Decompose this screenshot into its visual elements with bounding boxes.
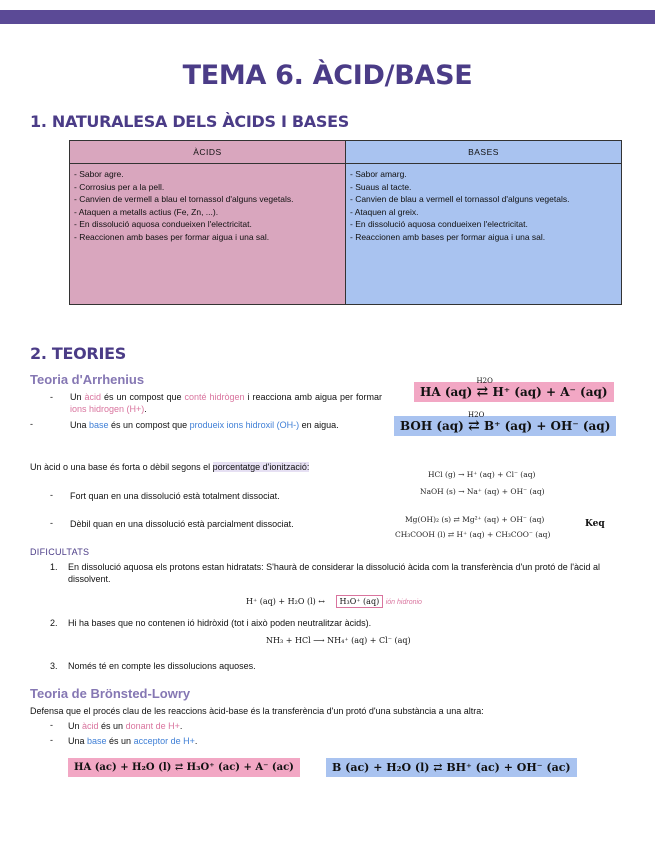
acid-property: - Reaccionen amb bases per formar aigua i una sal. (74, 231, 270, 242)
eq-products: B⁺ (aq) + OH⁻ (aq) (479, 419, 611, 433)
list-number: 1. (50, 562, 58, 572)
text: Una (70, 420, 90, 430)
base-property: - En dissolució aquosa condueixen l'electricitat. (350, 219, 528, 229)
list-number: 3. (50, 661, 58, 671)
acid-term: àcid (84, 392, 102, 402)
bases-header: BASES (346, 141, 622, 164)
acid-term: àcid (82, 721, 99, 731)
section2-heading: 2. TEORIES (30, 344, 126, 363)
arrhenius-base-equation (394, 411, 616, 436)
equilibrium-arrow (476, 377, 493, 400)
weak-definition: Dèbil quan en una dissolució està parcialment dissociat. (70, 519, 294, 529)
ionization-highlight: porcentatge d'ionització: (212, 462, 310, 472)
text: Una (68, 736, 88, 746)
text: és un compost que (108, 420, 190, 430)
text: és un (98, 721, 126, 731)
hydronium-equation (246, 595, 422, 608)
ionization-text (30, 461, 309, 473)
eq-left: H⁺ (aq) + H₂O (l) ↔ (246, 597, 325, 606)
mgoh-equation: Mg(OH)₂ (s) ⇄ Mg²⁺ (aq) + OH⁻ (aq) (405, 515, 545, 524)
text: i reacciona amb aigua per formar (244, 392, 382, 402)
bronsted-intro: Defensa que el procés clau de les reaccions àcid-base és la transferència d'un protó d'una substància a una altra: (30, 706, 484, 716)
text: en aigua. (299, 420, 339, 430)
equilibrium-arrow (468, 411, 485, 434)
proton-donor-term: donant de H+ (125, 721, 180, 731)
base-property: - Suaus al tacte. (350, 181, 412, 192)
text: és un compost que (101, 392, 185, 402)
page-title: TEMA 6. ÀCID/BASE (182, 60, 473, 91)
bases-cell (346, 164, 622, 305)
arrhenius-acid-equation (414, 377, 614, 402)
bronsted-base-equation: B (ac) + H₂O (l) ⇄ BH⁺ (ac) + OH⁻ (ac) (326, 758, 577, 777)
bronsted-base-definition (68, 735, 197, 747)
base-term: base (87, 736, 107, 746)
hydronium-box: H₃O⁺ (aq) (336, 595, 384, 608)
acid-property: - Ataquen a metalls actius (Fe, Zn, ...). (74, 206, 219, 217)
acids-cell (70, 164, 346, 305)
bronsted-heading: Teoria de Brönsted-Lowry (30, 686, 191, 701)
acid-property: - Corrosius per a la pell. (74, 181, 165, 192)
base-property: - Canvien de blau a vermell el tornassol d'alguns vegetals. (350, 194, 570, 204)
acids-bases-table (69, 140, 622, 305)
contains-hydrogen-term: conté hidrògen (184, 392, 245, 402)
bullet: - (50, 518, 53, 528)
bullet: - (50, 735, 53, 745)
hydrogen-ions-term: ions hidrogen (H+) (70, 404, 145, 414)
naoh-equation: NaOH (s) → Na⁺ (aq) + OH⁻ (aq) (420, 487, 545, 496)
eq-products: H⁺ (aq) + A⁻ (aq) (488, 385, 608, 399)
section1-heading: 1. NATURALESA DELS ÀCIDS I BASES (30, 112, 349, 131)
bullet: - (50, 392, 53, 402)
hcl-equation: HCl (g) → H⁺ (aq) + Cl⁻ (aq) (428, 470, 536, 479)
acid-property: - Sabor agre. (74, 169, 124, 179)
base-property: - Ataquen al greix. (350, 206, 419, 217)
ch3cooh-equation: CH₃COOH (l) ⇄ H⁺ (aq) + CH₃COO⁻ (aq) (395, 530, 551, 539)
text: Un (70, 392, 85, 402)
ammonia-equation: NH₃ + HCl ⟶ NH₄⁺ (aq) + Cl⁻ (aq) (266, 636, 411, 645)
difficulty-2: Hi ha bases que no contenen ió hidròxid (tot i això poden neutralitzar àcids). (68, 618, 372, 628)
arrhenius-acid-definition (70, 391, 382, 415)
hydronium-label: ión hidronio (385, 599, 422, 606)
base-property: - Reaccionen amb bases per formar aigua i una sal. (350, 231, 546, 242)
bullet: - (30, 419, 33, 429)
arrow-glyph: ⇄ (476, 384, 489, 400)
difficulty-1: En dissolució aquosa els protons estan hidratats: S'haurà de considerar la dissolució àcida com la transferència d'un protó de l'àcid al dissolvent. (68, 562, 600, 584)
text: Un (68, 721, 83, 731)
arrow-label: H2O (476, 377, 493, 385)
base-property: - Sabor amarg. (350, 169, 407, 179)
list-number: 2. (50, 618, 58, 628)
base-term: base (89, 420, 109, 430)
difficulties-heading: DIFICULTATS (30, 547, 90, 557)
text: . (194, 736, 198, 746)
arrow-glyph: ⇄ (468, 418, 480, 434)
text: . (179, 721, 183, 731)
produces-hydroxyl-term: produeix ions hidroxil (OH-) (189, 420, 300, 430)
keq-label: Keq (585, 519, 605, 529)
text: és un (106, 736, 134, 746)
text: . (144, 404, 147, 414)
bronsted-acid-equation: HA (ac) + H₂O (l) ⇄ H₃O⁺ (ac) + A⁻ (ac) (68, 758, 300, 777)
proton-acceptor-term: acceptor de H+ (133, 736, 195, 746)
strong-definition: Fort quan en una dissolució està totalment dissociat. (70, 491, 280, 501)
acids-header: ÀCIDS (70, 141, 346, 164)
top-banner (0, 10, 655, 24)
arrow-label: H2O (468, 411, 485, 419)
text: Un àcid o una base és forta o dèbil segons el (30, 462, 213, 472)
bullet: - (50, 490, 53, 500)
eq-reactant: BOH (aq) (400, 419, 469, 433)
difficulty-3: Només té en compte les dissolucions aquoses. (68, 661, 256, 671)
arrhenius-heading: Teoria d'Arrhenius (30, 372, 145, 387)
acid-property: - En dissolució aquosa condueixen l'electricitat. (74, 219, 252, 229)
arrhenius-base-definition (30, 419, 382, 431)
bronsted-acid-definition (68, 720, 182, 732)
eq-reactant: HA (aq) (420, 385, 477, 399)
acid-property: - Canvien de vermell a blau el tornassol d'alguns vegetals. (74, 194, 294, 204)
bullet: - (50, 720, 53, 730)
